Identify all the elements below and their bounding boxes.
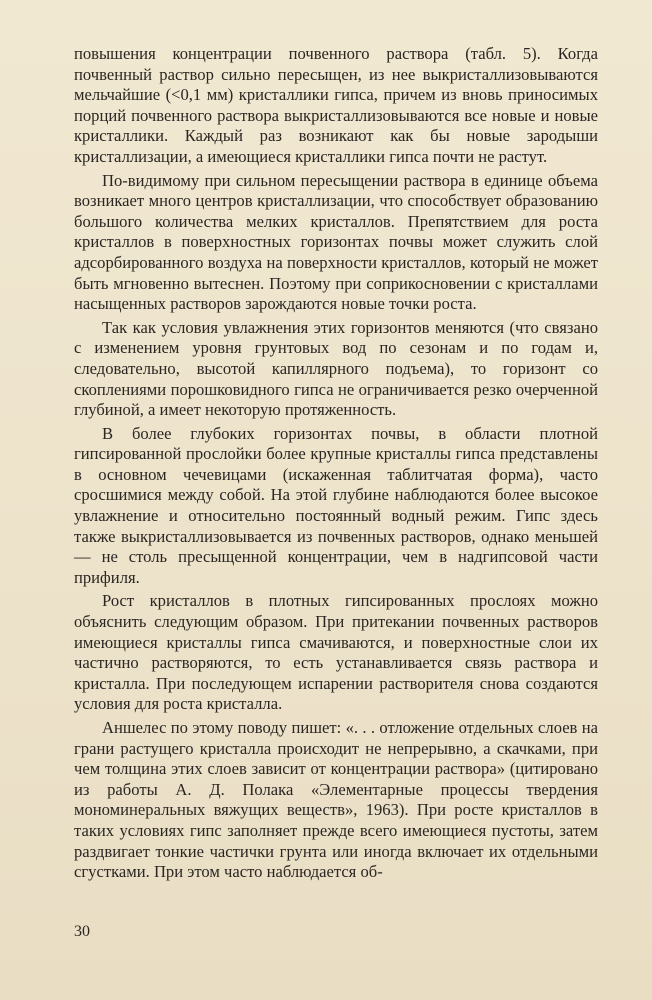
- paragraph-5: Рост кристаллов в плотных гипсированных прослоях можно объяснить следующим образом. При притекании почвенных растворов имеющиеся кристаллы гипса смачиваются, и поверхностные слои их частично растворяются, то есть устанавливается связь раствора и кристалла. При последующем испарении растворителя снова создаются условия для роста кристалла.: [74, 591, 598, 714]
- paragraph-4: В более глубоких горизонтах почвы, в области плотной гипсированной прослойки более крупные кристаллы гипса представлены в основном чечевицами (искаженная таблитчатая форма), часто сросшимися между собой. На этой глубине наблюдаются более высокое увлажнение и относительно постоянный водный режим. Гипс здесь также выкристаллизовывается из почвенных растворов, однако меньшей — не столь пресыщенной концентрации, чем в надгипсовой части прифиля.: [74, 423, 598, 587]
- page-number: 30: [74, 923, 90, 940]
- paragraph-2: По-видимому при сильном пересыщении раствора в единице объема возникает много центров кристаллизации, что способствует образованию большого количества мелких кристаллов. Препятствием для роста кристаллов в поверхностных горизонтах почвы может служить слой адсорбированного воздуха на поверхности кристаллов, который не может быть мгновенно вытеснен. Поэтому при соприкосновении с кристаллами насыщенных растворов зарождаются новые точки роста.: [74, 170, 598, 314]
- paragraph-1: повышения концентрации почвенного раствора (табл. 5). Когда почвенный раствор сильно пересыщен, из нее выкристаллизовываются мельчайшие (<0,1 мм) кристаллики гипса, причем из вновь приносимых порций почвенного раствора выкристаллизовываются все новые и новые кристаллики. Каждый раз возникают как бы новые зародыши кристаллизации, а имеющиеся кристаллики гипса почти не растут.: [74, 44, 598, 166]
- paragraph-3: Так как условия увлажнения этих горизонтов меняются (что связано с изменением уровня грунтовых вод по сезонам и по годам и, следовательно, высотой капиллярного подъема), то горизонт со скоплениями порошковидного гипса не ограничивается резко очерченной глубиной, а имеет некоторую протяженность.: [74, 317, 598, 420]
- body-text: [74, 44, 598, 883]
- paragraph-6: Аншелес по этому поводу пишет: «. . . отложение отдельных слоев на грани растущего кристалла происходит не непрерывно, а скачками, при чем толщина этих слоев зависит от концентрации раствора» (цитировано из работы А. Д. Полака «Элементарные процессы твердения мономинеральных вяжущих веществ», 1963). При росте кристаллов в таких условиях гипс заполняет прежде всего имеющиеся пустоты, затем раздвигает тонкие частички грунта или иногда включает их отдельными сгустками. При этом часто наблюдается об-: [74, 718, 598, 882]
